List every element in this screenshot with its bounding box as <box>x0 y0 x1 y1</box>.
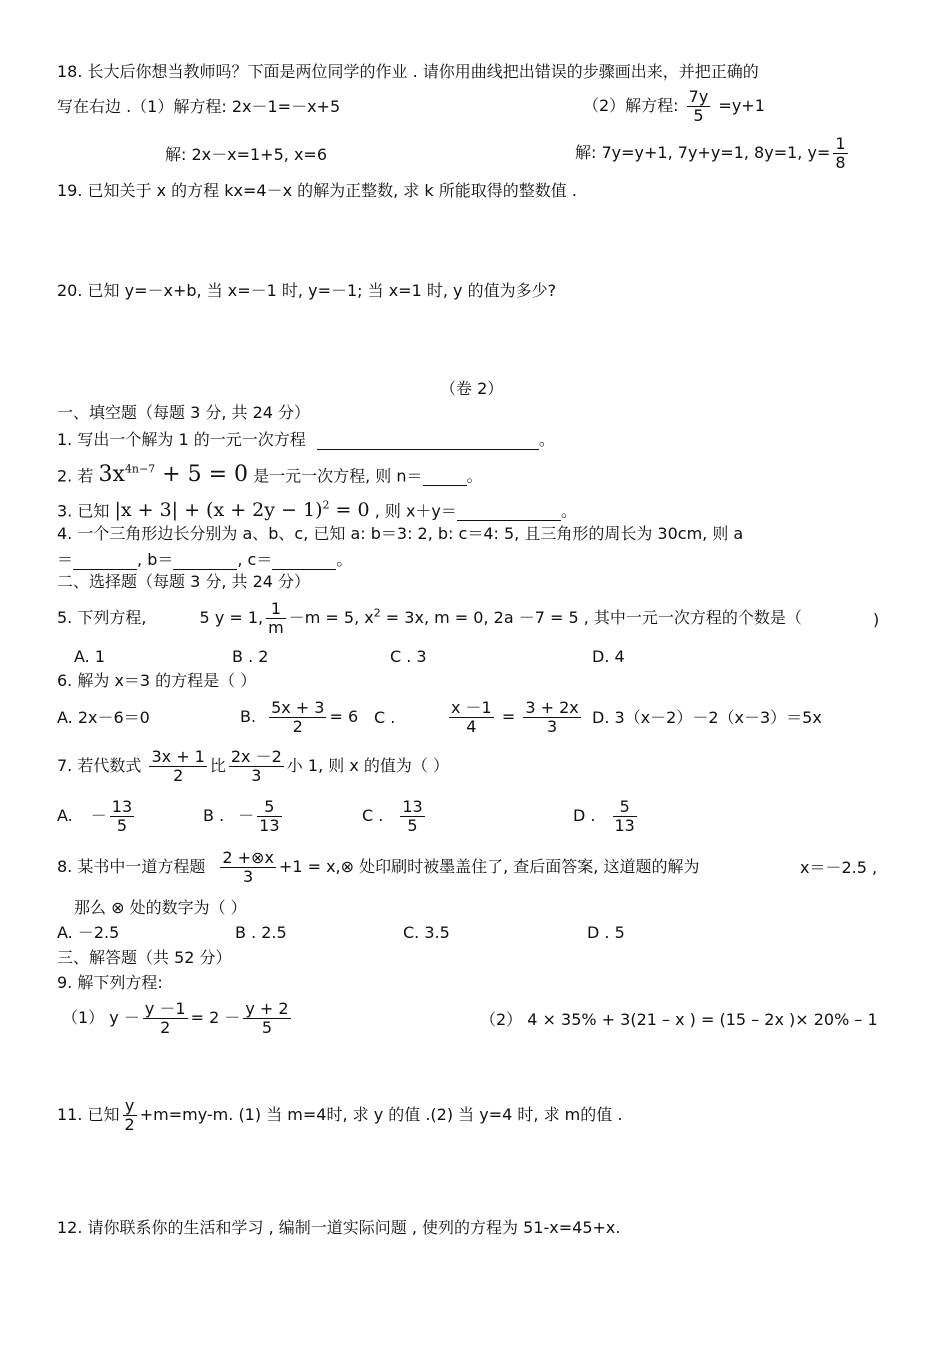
option-label: A. <box>57 806 73 825</box>
q9-part1-text: （1） y － <box>62 1008 140 1027</box>
q7-text: 比 <box>209 756 226 775</box>
answer-blank-a[interactable] <box>73 553 137 570</box>
answer-blank[interactable] <box>317 433 539 450</box>
fraction: $\frac{13}{5}$ <box>402 797 423 835</box>
q11-prefix: 11. 已知 <box>57 1105 120 1124</box>
q7-prefix: 7. 若代数式 <box>57 756 142 775</box>
q11 <box>57 1097 622 1134</box>
option-label: D . <box>573 806 596 825</box>
option-label: B . <box>203 806 225 825</box>
equation-text: = 2 － <box>190 1008 241 1027</box>
equation-text: －m = 5, x <box>288 608 374 627</box>
q7-option-d[interactable] <box>573 798 640 835</box>
fraction: $\frac{13}{5}$ <box>111 797 133 835</box>
punct: 。 <box>336 550 353 569</box>
answer-blank[interactable] <box>423 469 467 486</box>
fraction: $\frac{1}{8}$ <box>835 134 846 172</box>
q8-option-c[interactable]: C. 3.5 <box>403 923 450 942</box>
q2-text: 是一元一次方程, 则 n＝ <box>253 466 423 486</box>
fraction: $\frac{3 + 2x}{3}$ <box>525 698 579 736</box>
section3-heading: 三、解答题（共 52 分） <box>57 948 232 967</box>
q6-option-b[interactable] <box>240 699 358 736</box>
fraction: $\frac{x -1}{4}$ <box>451 698 492 736</box>
q8-answer: x＝－2.5 , <box>800 858 878 877</box>
q5-option-c[interactable]: C . 3 <box>390 647 427 666</box>
section1-heading: 一、填空题（每题 3 分, 共 24 分） <box>57 403 311 422</box>
q4-line1: 4. 一个三角形边长分别为 a、b、c, 已知 a: b＝3: 2, b: c＝4: 5, 且三角形的周长为 30cm, 则 a <box>57 524 744 543</box>
q9-part2: （2） 4 × 35% + 3(21 – x ) = (15 – 2x )× 20% – 1 <box>480 1010 878 1029</box>
fraction: $\frac{7y}{5}$ <box>688 87 709 125</box>
fraction: $\frac{2 +\otimes x}{3}$ <box>222 848 274 886</box>
fraction: $\frac{5x + 3}{2}$ <box>271 698 325 736</box>
q9-title: 9. 解下列方程: <box>57 973 163 992</box>
q2 <box>57 460 483 486</box>
q5-option-d[interactable]: D. 4 <box>592 647 625 666</box>
q5-option-a[interactable]: A. 1 <box>74 647 106 666</box>
fraction: $\frac{5}{13}$ <box>614 797 635 835</box>
q11-text: +m=my-m. (1) 当 m=4时, 求 y 的值 .(2) 当 y=4 时, 求 m的值 . <box>139 1105 623 1124</box>
fraction: $\frac{y -1}{2}$ <box>144 999 186 1037</box>
sign: － <box>238 806 255 825</box>
equation-text: = 6 <box>329 707 359 726</box>
q8-option-b[interactable]: B . 2.5 <box>235 923 287 942</box>
fraction: $\frac{3x + 1}{2}$ <box>151 747 205 785</box>
q6-text: 6. 解为 x＝3 的方程是（ ） <box>57 671 257 690</box>
q8 <box>57 849 699 886</box>
punct: 。 <box>538 430 555 449</box>
q8-text: +1 = x,⊗ 处印刷时被墨盖住了, 查后面答案, 这道题的解为 <box>278 857 700 876</box>
q18-solution2 <box>575 135 851 172</box>
equation-text: =y+1 <box>718 96 765 115</box>
label-c: , c＝ <box>237 550 273 569</box>
q6-option-c-label[interactable]: C . <box>374 708 396 727</box>
equation-text: = 3x, m = 0, 2a －7 = 5 , 其中一元一次方程的个数是（ <box>380 608 802 627</box>
q1 <box>57 430 555 450</box>
q7 <box>57 748 449 785</box>
q9-part1 <box>62 1000 294 1037</box>
q8-prefix: 8. 某书中一道方程题 <box>57 857 206 876</box>
q5: 5. 下列方程, 5 y = 1, $\frac{1}{m}$ －m = 5, $x^2 = 3x$, m = 0, 2a －7 = 5 , 其中一元一次方程的个数是（ <box>57 599 802 637</box>
q6-option-a[interactable]: A. 2x－6＝0 <box>57 708 150 727</box>
solution-text: 解: 7y=y+1, 7y+y=1, 8y=1, y= <box>575 143 831 162</box>
answer-blank-b[interactable] <box>173 553 237 570</box>
q3-text: , 则 x＋y＝ <box>374 501 457 521</box>
q18-line1: 18. 长大后你想当教师吗？下面是两位同学的作业 . 请你用曲线把出错误的步骤画出来，并把正确的 <box>57 62 759 81</box>
q18-line2-left: 写在右边 .（1）解方程: 2x－1=－x+5 <box>57 97 341 116</box>
q5-close-paren: ) <box>873 610 880 629</box>
fraction: $\frac{y}{2}$ <box>124 1096 135 1134</box>
fraction: $\frac{5}{13}$ <box>259 797 280 835</box>
q8-option-d[interactable]: D . 5 <box>587 923 625 942</box>
q7-option-c[interactable] <box>362 798 428 835</box>
q5-prefix: 5. 下列方程, <box>57 608 147 627</box>
q4-line2 <box>57 550 352 570</box>
q6-option-d[interactable]: D. 3（x－2）－2（x－3）＝5x <box>592 708 822 727</box>
q8-line2: 那么 ⊗ 处的数字为（ ） <box>74 898 247 917</box>
q18-solution1: 解: 2x－x=1+5, x=6 <box>165 145 327 164</box>
q1-text: 1. 写出一个解为 1 的一元一次方程 <box>57 430 306 449</box>
equation-text: 5 y = 1, <box>199 608 264 627</box>
q5-option-b[interactable]: B . 2 <box>232 647 269 666</box>
section2-heading: 二、选择题（每题 3 分, 共 24 分） <box>57 572 311 591</box>
q7-option-a[interactable] <box>57 798 137 835</box>
sign: － <box>90 806 107 825</box>
equation-image-3x: $3x^{4n-7} + 5 = 0$ <box>98 462 249 488</box>
q19: 19. 已知关于 x 的方程 kx=4－x 的解为正整数, 求 k 所能取得的整数值 . <box>57 181 577 200</box>
equation-image-abs: $|x + 3| + (x + 2y - 1)^2 = 0$ <box>114 499 370 522</box>
fraction: $\frac{2x -2}{3}$ <box>230 747 282 785</box>
punct: 。 <box>560 501 577 521</box>
q6-option-c[interactable]: $\frac{x -1}{4}$ = $\frac{3 + 2x}{3}$ <box>451 698 579 736</box>
option-label: B. <box>240 707 257 726</box>
punct: ＝ <box>57 550 74 569</box>
q8-option-a[interactable]: A. －2.5 <box>57 923 120 942</box>
fraction: $\frac{y + 2}{5}$ <box>245 999 289 1037</box>
answer-blank[interactable] <box>457 504 561 521</box>
label-b: , b＝ <box>137 550 174 569</box>
q20: 20. 已知 y=－x+b, 当 x=－1 时, y=－1; 当 x=1 时, y 的值为多少? <box>57 281 557 300</box>
punct: 。 <box>466 466 483 486</box>
volume-title: （卷 2） <box>440 379 504 398</box>
q18-part2-label: （2）解方程: <box>583 96 679 115</box>
q3-prefix: 3. 已知 <box>57 501 110 521</box>
option-label: C . <box>362 806 384 825</box>
answer-blank-c[interactable] <box>272 553 336 570</box>
q7-option-b[interactable] <box>203 798 285 835</box>
q3 <box>57 496 577 521</box>
q12: 12. 请你联系你的生活和学习 , 编制一道实际问题 , 使列的方程为 51-x=45+x. <box>57 1218 621 1237</box>
q7-text: 小 1, 则 x 的值为（ ） <box>286 756 449 775</box>
q18-line2-right <box>583 88 765 125</box>
fraction: $\frac{1}{m}$ <box>268 599 284 637</box>
q2-prefix: 2. 若 <box>57 466 94 486</box>
